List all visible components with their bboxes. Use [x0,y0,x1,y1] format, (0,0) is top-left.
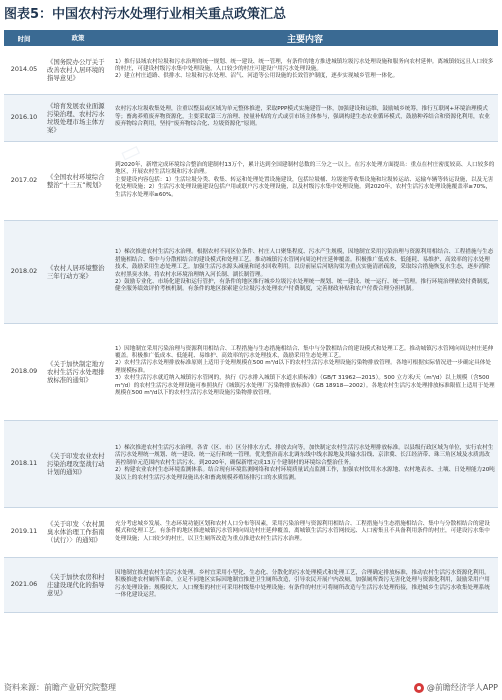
row-policy: 《关于印发〈农村黑臭水体治理工作指南（试行）〉的通知》 [44,507,112,557]
row-content [112,420,498,507]
row-date: 2016.10 [4,94,44,141]
table-row [4,323,498,420]
row-date: 2017.02 [4,141,44,220]
table-row [4,507,498,557]
table-row [4,420,498,507]
policy-table [4,30,498,613]
footer [4,680,498,696]
row-content [112,557,498,612]
row-date: 2021.06 [4,557,44,612]
row-content-text: 到2020年，新增完成环境综合整治的建制村13万个，累计达到全国建制村总数的三分之一以上。在污水处理方面提出：重点在村庄密度较高、人口较多的地区，开展农村生活垃圾和污水治理。 主要建设内容包括：1）生活垃圾分类、收集、转运和处理处置设施建设，包括垃圾桶、垃圾池等收集设施和垃圾转运站、运输车辆等转运设施，以及无害化处理设施；2）生活污水处理设施建设包括户用或联户污水处理设施，以及村级污水集中处理设施。到2020年，农村生活污水处理设施覆盖率≥70%，生活污水处理率≥60%。 [115,161,495,198]
header-policy: 政策 [44,30,112,46]
table-row [4,94,498,141]
page-title: 图表5：中国农村污水处理行业相关重点政策汇总 [4,7,287,22]
row-content [112,507,498,557]
table-row [4,557,498,612]
row-policy: 《全国农村环境综合整治“十三五”规划》 [44,141,112,220]
row-policy: 《国务院办公厅关于改善农村人居环境的指导意见》 [44,46,112,94]
row-content-text: 充分考虑城乡发展、生态环境功能区划和农村人口分布等因素，采用污染治理与资源利用相结合、工程措施与生态措施相结合、集中与分散相结合的建设模式和处理工艺。有条件的地区推进城镇污水管网向周边村庄延伸覆盖，离城镇生活污水管网较远、人口密集且不具备利用条件的村庄，可建设污水集中处理设施；人口较少的村庄，以卫生厕所改造为重点推进农村生活污水治理。 [115,520,490,542]
row-date: 2018.02 [4,220,44,323]
row-content-text: 因地制宜推进农村生活污水处理。乡村宜采用小型化、生态化、分散化的污水处理模式和处理工艺，合理确定排放标准，推动农村生活污水资源化利用。积极推进农村厕所革命，立足不同地区实际因地制宜推进卫生厕所改造，引导农民开展户内改厕，加强厕所粪污无害化处理与资源化利用，鼓励采用户用污水处理设备；规模较大、人口聚集的村庄可采用村级集中处理设施；有条件的村庄可将厕所改造与生活污水处理衔接，推进城乡生活污水收集处理系统一体化建设运营。 [115,569,490,598]
table-row [4,220,498,323]
row-date: 2019.11 [4,507,44,557]
row-policy: 《关于印发农业农村污染治理攻坚战行动计划的通知》 [44,420,112,507]
row-content-text: 农村污水垃圾收集处理，注重以整县或区域为单元整体推进，采取PPP模式实施建管一体，加强建设和运维，鼓励城乡统筹，推行互联网+环境治理模式等；畜禽养殖废弃物资源化，主要采取第三方治理、按量补贴的方式或引市场主体参与，强调构建生态农业循环模式，鼓励种养结合和资源化利用，农业废弃物综合利用，坚持“废弃物综合化、垃圾资源化”原则。 [115,106,490,128]
brand-logo [414,682,498,693]
row-policy: 《关于加快制定地方农村生活污水处理排放标准的通知》 [44,323,112,420]
table-row [4,141,498,220]
row-policy: 《农村人居环境整治三年行动方案》 [44,220,112,323]
header-content: 主要内容 [112,30,498,46]
row-content-text: 1）梯次推进农村生活污水治理。根据农村不同区位条件、村庄人口聚集程度、污水产生规模，因地制宜采用污染治理与资源利用相结合、工程措施与生态措施相结合、集中与分散相结合的建设模式和处理工艺。推动城镇污水管网向周边村庄延伸覆盖。积极推广低成本、低能耗、易维护、高效率的污水处理技术，鼓励采用生态处理工艺。加强生活污水源头减量和尾水回收利用。以房前屋后河塘沟渠为重点实施清淤疏浚，采取综合措施恢复水生态，逐步消除农村黑臭水体。将农村水环境治理纳入河长制、湖长制管理。 2）鼓励专业化、市场化建设和运行管护，有条件的地区推行城乡垃圾污水处理统一规划、统一建设、统一运行、统一管理。推行环境治理依效付费制度，健全服务绩效评价考核机制。有条件的地区探索建立垃圾污水处理农户付费制度，完善财政补贴和农户付费合理分担机制。 [115,249,494,293]
row-date: 2018.11 [4,420,44,507]
row-date: 2018.09 [4,323,44,420]
row-content [112,323,498,420]
row-content [112,141,498,220]
row-policy: 《关于加快农房和村庄建设现代化的指导意见》 [44,557,112,612]
row-date: 2014.05 [4,46,44,94]
source-note: 资料来源：前瞻产业研究院整理 [4,683,116,692]
header-date: 时间 [4,30,44,46]
row-content [112,94,498,141]
table-row [4,46,498,94]
row-content-text: 1）推行县域农村垃圾和污水治理的统一规划、统一建设、统一管理，有条件的地方推进城镇垃圾污水处理设施和服务向农村延伸。离城镇较远且人口较多的村庄，可建设村级污水集中处理设施，人口较少的村庄可建设户用污水处理设施。 2）建立村庄道路、供排水、垃圾和污水处理、沼气、河道等公用设施的长效管护制度，逐步实现城乡管理一体化。 [115,58,494,80]
brand-name: @前瞻经济学人APP [426,683,498,692]
row-content [112,220,498,323]
row-policy: 《培育发展农业面源污染治理、农村污水垃圾处理市场主体方案》 [44,94,112,141]
row-content-text: 1）因地制宜采用污染治理与资源利用相结合、工程措施与生态措施相结合、集中与分散相结合的建设模式和处理工艺。推动城镇污水管网向周边村庄延伸覆盖。积极推广低成本、低能耗、易维护、高效率的污水处理技术，鼓励采用生态处理工艺。 2）农村生活污水处理排放标准原则上适用于处理规模在500 m³/d以下的农村生活污水处理设施污染物排放管理。各地可根据实际情况进一步确定具体处理规模标准。 3）农村生活污水就近纳入城镇污水管网的，执行《污水排入城镇下水道水质标准》（GB/T 31962—2015）。500 立方米/天（m³/d）以上规模（含500 m³/d）的农村生活污水处理设施可参照执行《城镇污水处理厂污染物排放标准》（GB 18918—2002）。各地农村生活污水处理排放标准限值上适用于处理规模在500 m³/d以下的农村生活污水处理设施污染物排放管理。 [115,345,495,397]
row-content-text: 1）梯次推进农村生活污水治理。各省（区、市）区分排水方式、排放去向等，加快制定农村生活污水处理排放标准。以县级行政区域为单位，实行农村生活污水处理统一规划、统一建设、统一运行和统一管理。优先整治南水北调东线中线水源地及其输水沿线、京津冀、长江经济带、珠三角区域及水质需改善控制单元范围内农村生活污水。到2020年，确保新增完成13万个建制村的环境综合整治任务。 2）构建农业农村生态环境监测体系。结合现有环境监测网络和农村环境质量试点监测工作，加强农村饮用水水源地、农村地表水、土壤、日处理能力20吨及以上的农村生活污水处理设施出水和畜禽规模养殖场排污口的水质监测。 [115,444,495,481]
row-content [112,46,498,94]
brand-logo-icon [414,683,424,693]
table-header-row [4,30,498,46]
